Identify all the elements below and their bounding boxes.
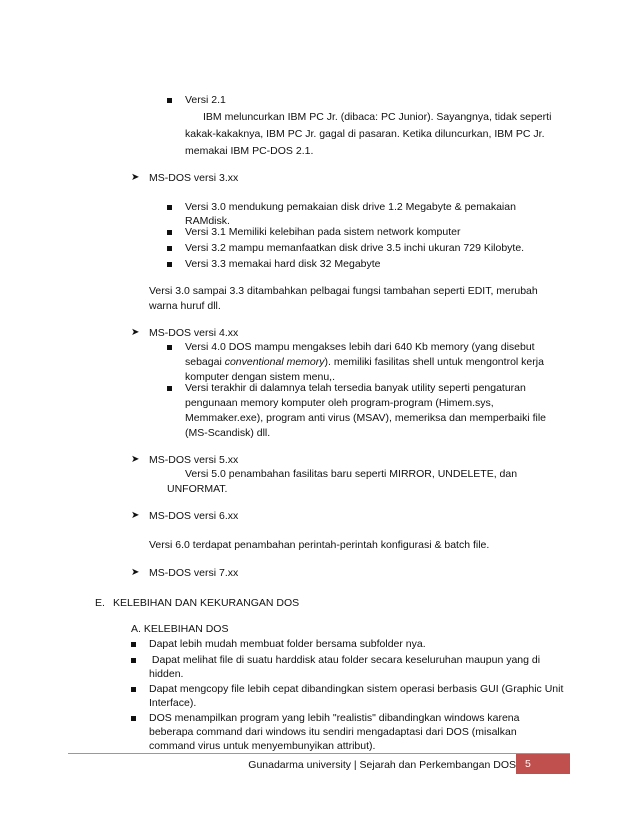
arrow-bullet-icon: ➤ bbox=[131, 567, 140, 578]
kelebihan-item-4-line-1: DOS menampilkan program yang lebih "realistis" dibandingkan windows karena bbox=[149, 712, 520, 724]
ms3-note-1: Versi 3.0 sampai 3.3 ditambahkan pelbagai fungsi tambahan seperti EDIT, merubah bbox=[149, 285, 538, 297]
v21-title: Versi 2.1 bbox=[185, 94, 226, 106]
v21-line-3: memakai IBM PC-DOS 2.1. bbox=[185, 145, 314, 157]
bullet-square-icon bbox=[167, 262, 172, 267]
footer-divider bbox=[68, 753, 570, 754]
kelebihan-item-2-line-1: Dapat melihat file di suatu harddisk atau folder secara keseluruhan maupun yang di bbox=[149, 654, 541, 666]
ms4-heading: MS-DOS versi 4.xx bbox=[149, 327, 239, 339]
bullet-square-icon bbox=[167, 246, 172, 251]
ms4-item-1-line-1: Versi 4.0 DOS mampu mengakses lebih dari 640 Kb memory (yang disebut bbox=[185, 341, 535, 353]
bullet-square-icon bbox=[167, 386, 172, 391]
ms4-item-2-line-4: (MS-Scandisk) dll. bbox=[185, 427, 271, 439]
ms5-heading: MS-DOS versi 5.xx bbox=[149, 454, 239, 466]
ms3-item-3: Versi 3.2 mampu memanfaatkan disk drive 3.5 inchi ukuran 729 Kilobyte. bbox=[185, 242, 525, 254]
arrow-bullet-icon: ➤ bbox=[131, 172, 140, 183]
bullet-square-icon bbox=[131, 687, 136, 692]
conventional-memory-term: conventional memory bbox=[224, 356, 325, 368]
ms4-item-2-line-1: Versi terakhir di dalamnya telah tersedia banyak utility seperti pengaturan bbox=[185, 382, 526, 394]
ms3-item-4: Versi 3.3 memakai hard disk 32 Megabyte bbox=[185, 258, 381, 270]
ms3-note-2: warna huruf dll. bbox=[149, 300, 221, 312]
v21-line-2: kakak-kakaknya, IBM PC Jr. gagal di pasaran. Ketika diluncurkan, IBM PC Jr. bbox=[185, 128, 545, 140]
arrow-bullet-icon: ➤ bbox=[131, 327, 140, 338]
section-e-title: KELEBIHAN DAN KEKURANGAN DOS bbox=[113, 597, 300, 609]
ms4-item-2-line-2: pengunaan memory komputer oleh program-program (Himem.sys, bbox=[185, 397, 494, 409]
ms4-item-1-line-2: sebagai conventional memory). memiliki fasilitas shell untuk mengontrol kerja bbox=[185, 356, 544, 368]
kelebihan-item-1: Dapat lebih mudah membuat folder bersama subfolder nya. bbox=[149, 638, 426, 650]
page-number: 5 bbox=[525, 758, 531, 770]
bullet-square-icon bbox=[167, 205, 172, 210]
ms6-heading: MS-DOS versi 6.xx bbox=[149, 510, 239, 522]
bullet-square-icon bbox=[167, 345, 172, 350]
kelebihan-heading: A. KELEBIHAN DOS bbox=[131, 623, 229, 635]
ms4-item-1-line-3: komputer dengan sistem menu,. bbox=[185, 371, 335, 383]
bullet-square-icon bbox=[131, 716, 136, 721]
footer-text: Gunadarma university | Sejarah dan Perkembangan DOS bbox=[248, 759, 516, 771]
ms4-item-2-line-3: Memmaker.exe), program anti virus (MSAV), memeriksa dan memperbaiki file bbox=[185, 412, 546, 424]
bullet-square-icon bbox=[131, 658, 136, 663]
ms5-line-1: Versi 5.0 penambahan fasilitas baru seperti MIRROR, UNDELETE, dan bbox=[185, 468, 518, 480]
kelebihan-item-3-line-2: Interface). bbox=[149, 697, 197, 709]
kelebihan-item-2-line-2: hidden. bbox=[149, 668, 184, 680]
kelebihan-item-3-line-1: Dapat mengcopy file lebih cepat dibandingkan sistem operasi berbasis GUI (Graphic Unit bbox=[149, 683, 564, 695]
ms3-item-2: Versi 3.1 Memiliki kelebihan pada sistem network komputer bbox=[185, 226, 461, 238]
bullet-square-icon bbox=[167, 98, 172, 103]
ms5-line-2: UNFORMAT. bbox=[167, 483, 228, 495]
kelebihan-item-4-line-3: command virus untuk menyembunyikan attribut). bbox=[149, 740, 376, 752]
page-number-box bbox=[516, 754, 570, 774]
bullet-square-icon bbox=[131, 642, 136, 647]
section-e-letter: E. bbox=[95, 597, 105, 609]
kelebihan-item-4-line-2: beberapa command dari windows itu sendiri mengadaptasi dari DOS (misalkan bbox=[149, 726, 517, 738]
ms3-item-1-cont: RAMdisk. bbox=[185, 215, 230, 227]
arrow-bullet-icon: ➤ bbox=[131, 510, 140, 521]
arrow-bullet-icon: ➤ bbox=[131, 454, 140, 465]
ms6-line: Versi 6.0 terdapat penambahan perintah-perintah konfigurasi & batch file. bbox=[149, 539, 490, 551]
ms3-item-1: Versi 3.0 mendukung pemakaian disk drive 1.2 Megabyte & pemakaian bbox=[185, 201, 516, 213]
bullet-square-icon bbox=[167, 230, 172, 235]
v21-line-1: IBM meluncurkan IBM PC Jr. (dibaca: PC Junior). Sayangnya, tidak seperti bbox=[203, 111, 552, 123]
ms7-heading: MS-DOS versi 7.xx bbox=[149, 567, 239, 579]
ms3-heading: MS-DOS versi 3.xx bbox=[149, 172, 239, 184]
